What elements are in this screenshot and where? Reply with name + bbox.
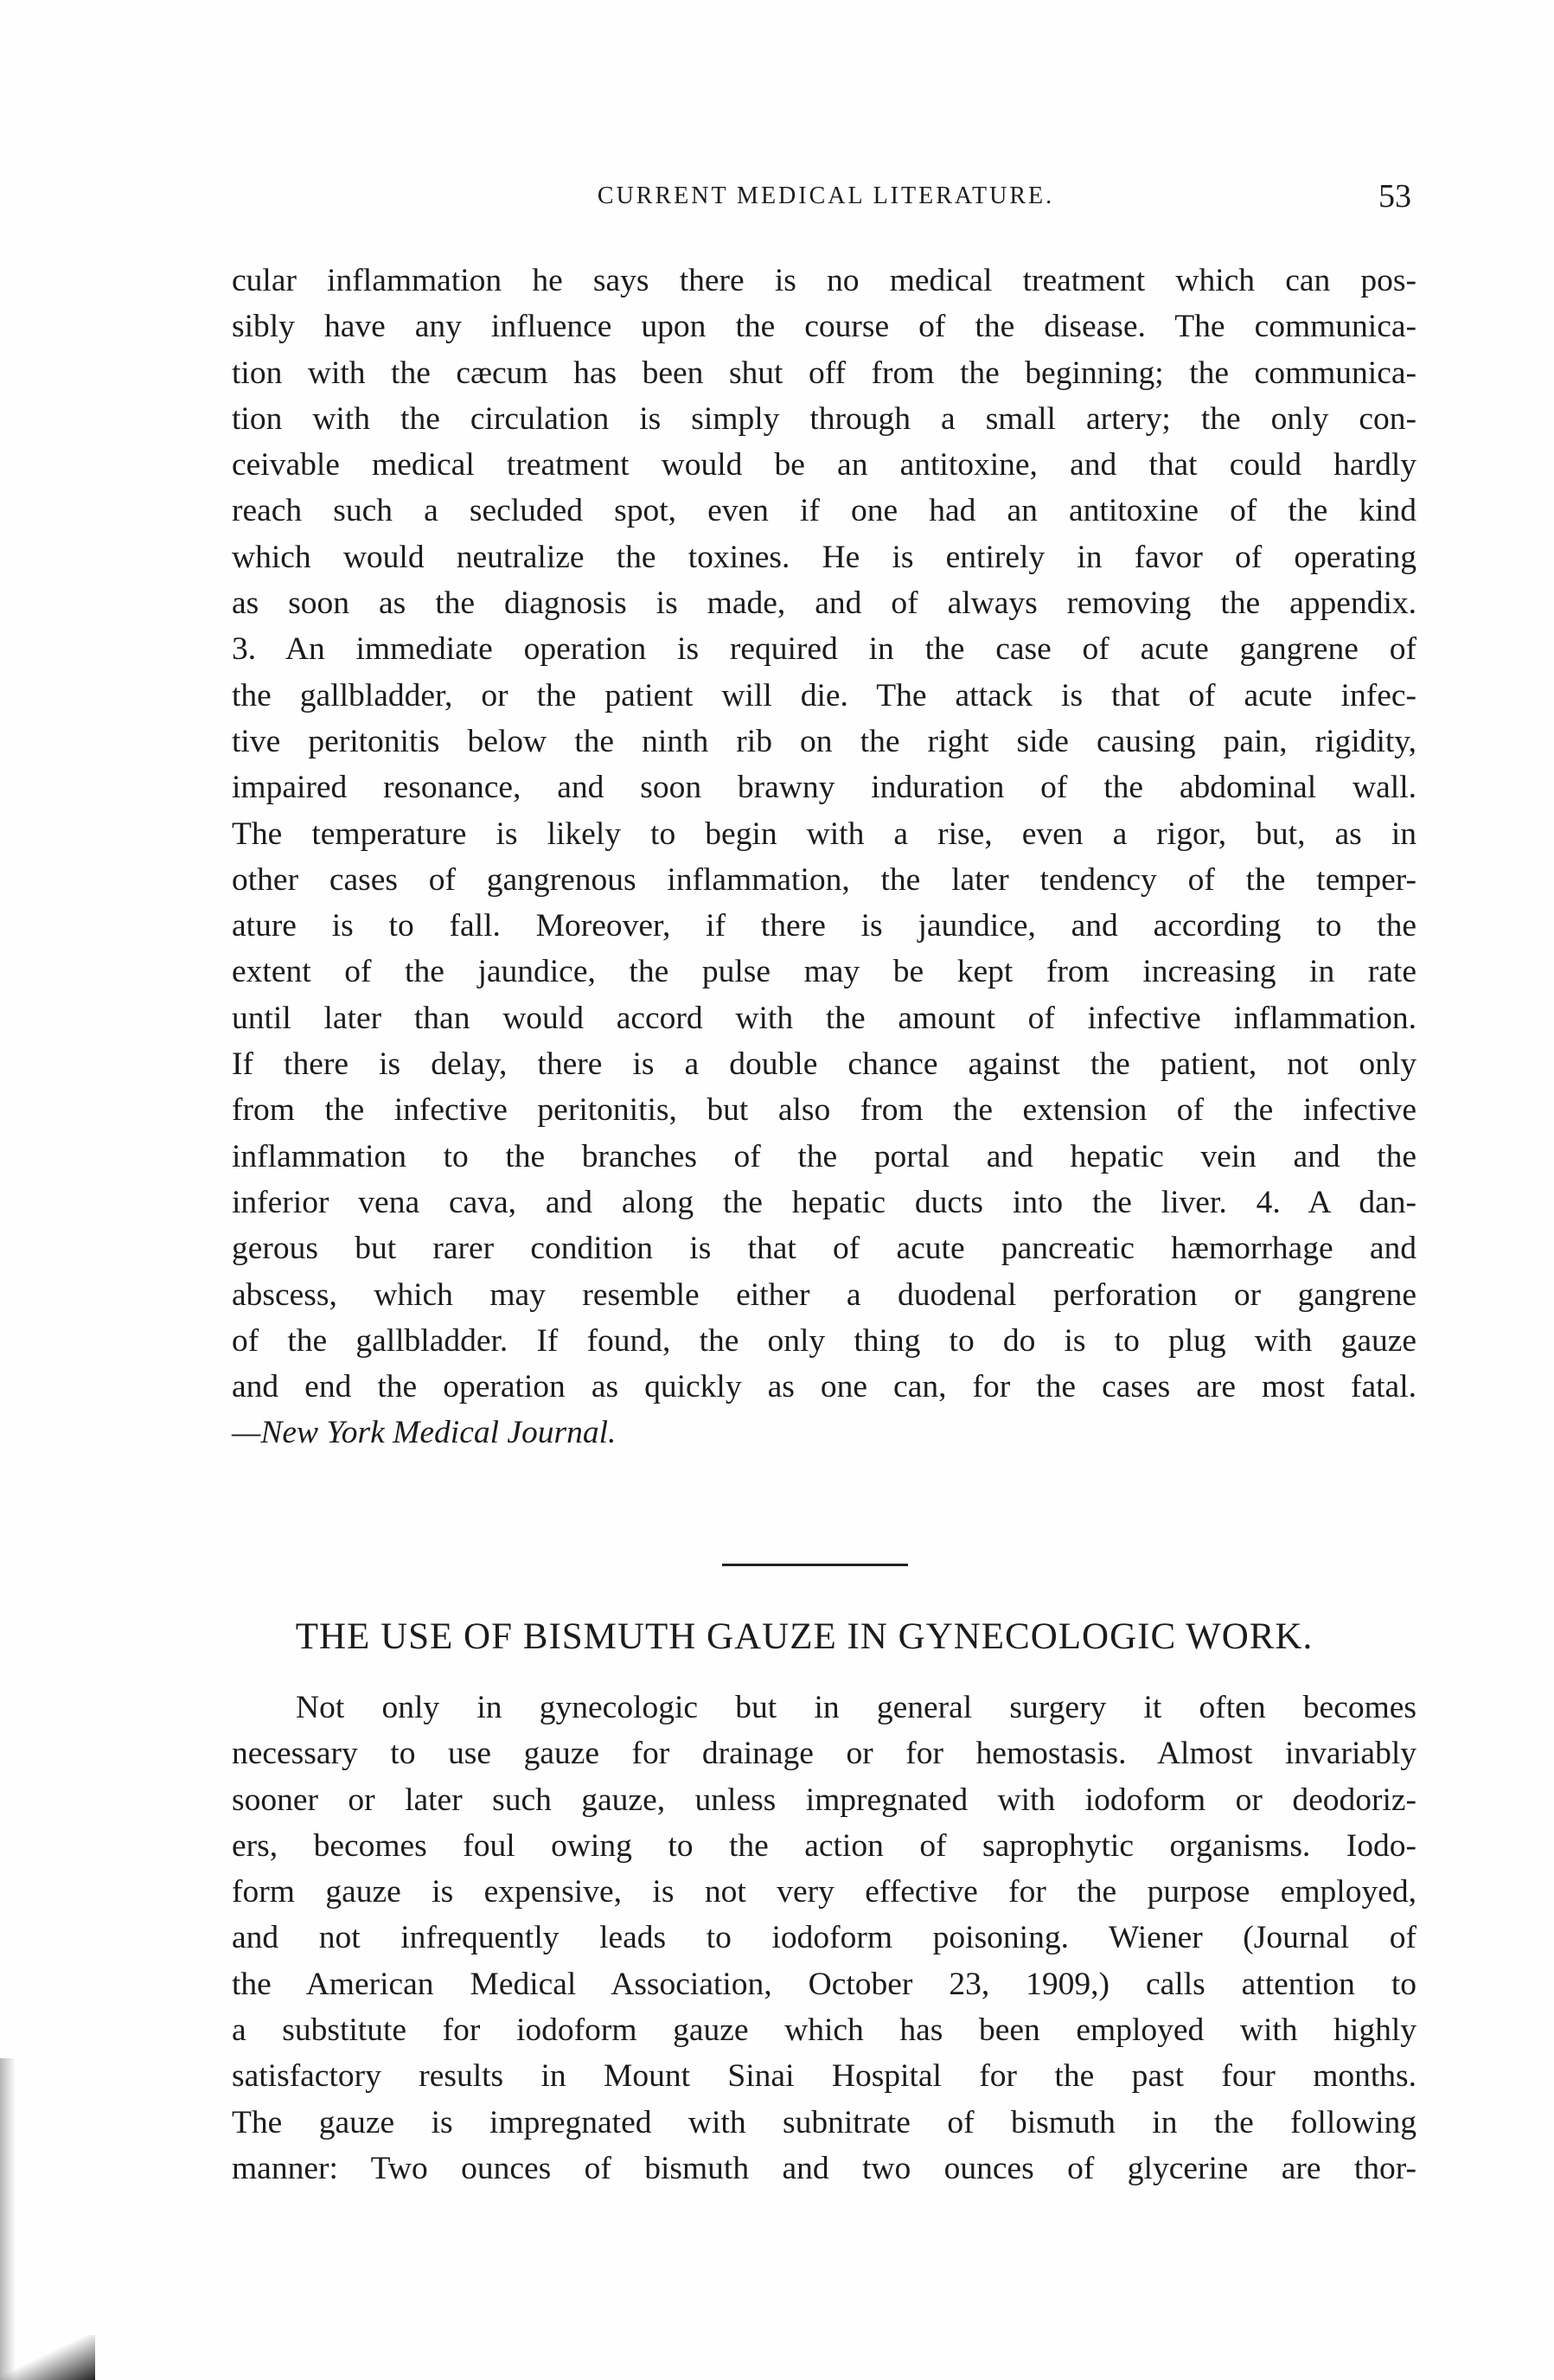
page-number: 53	[1378, 178, 1411, 214]
text-line: extent of the jaundice, the pulse may be kept from increasing in rate	[232, 954, 1417, 990]
text-line: ers, becomes foul owing to the action of saprophytic organisms. Iodo-	[232, 1827, 1417, 1864]
running-title: CURRENT MEDICAL LITERATURE.	[597, 182, 1055, 209]
section-heading: THE USE OF BISMUTH GAUZE IN GYNECOLOGIC WORK.	[295, 1616, 1314, 1657]
text-line: form gauze is expensive, is not very effective for the purpose employed,	[232, 1874, 1417, 1910]
text-line: sibly have any influence upon the course of the disease. The communica-	[232, 309, 1417, 345]
text-line: tive peritonitis below the ninth rib on the right side causing pain, rigidity,	[232, 723, 1417, 759]
text-line: If there is delay, there is a double chance against the patient, not only	[232, 1046, 1417, 1083]
text-line: reach such a secluded spot, even if one had an antitoxine of the kind	[232, 493, 1417, 529]
text-line: and not infrequently leads to iodoform poisoning. Wiener (Journal of	[232, 1920, 1417, 1956]
text-line: The gauze is impregnated with subnitrate of bismuth in the following	[232, 2104, 1417, 2140]
text-line: necessary to use gauze for drainage or for hemostasis. Almost invariably	[232, 1736, 1417, 1772]
text-line: until later than would accord with the amount of infective inflammation.	[232, 1000, 1417, 1036]
article-continuation	[232, 258, 1417, 1456]
text-line: sooner or later such gauze, unless impregnated with iodoform or deodoriz-	[232, 1782, 1417, 1818]
scan-corner-shadow	[0, 2335, 95, 2380]
text-line: of the gallbladder. If found, the only thing to do is to plug with gauze	[232, 1322, 1417, 1359]
text-line: tion with the circulation is simply through a small artery; the only con-	[232, 400, 1417, 437]
text-line: cular inflammation he says there is no medical treatment which can pos-	[232, 263, 1417, 298]
article-body	[232, 1685, 1417, 2191]
article-source: —New York Medical Journal.	[232, 1415, 617, 1451]
text-line: and end the operation as quickly as one can, for the cases are most fatal.	[232, 1369, 1417, 1405]
text-line: satisfactory results in Mount Sinai Hospital for the past four months.	[232, 2058, 1417, 2095]
text-line: inflammation to the branches of the portal and hepatic vein and the	[232, 1138, 1417, 1174]
section-divider	[722, 1564, 908, 1566]
text-line: gerous but rarer condition is that of acute pancreatic hæmorrhage and	[232, 1231, 1417, 1267]
running-head	[233, 177, 1418, 226]
text-line: The temperature is likely to begin with a rise, even a rigor, but, as in	[232, 816, 1417, 852]
text-line: a substitute for iodoform gauze which has been employed with highly	[232, 2012, 1417, 2049]
text-line: impaired resonance, and soon brawny induration of the abdominal wall.	[232, 770, 1417, 806]
text-line: from the infective peritonitis, but also from the extension of the infective	[232, 1092, 1417, 1129]
text-line: which would neutralize the toxines. He is entirely in favor of operating	[232, 539, 1417, 575]
text-line: 3. An immediate operation is required in the case of acute gangrene of	[232, 631, 1417, 668]
text-line: ceivable medical treatment would be an antitoxine, and that could hardly	[232, 447, 1417, 483]
text-line: other cases of gangrenous inflammation, the later tendency of the temper-	[232, 861, 1417, 898]
text-line: Not only in gynecologic but in general surgery it often becomes	[296, 1690, 1417, 1725]
text-line: the gallbladder, or the patient will die. The attack is that of acute infec-	[232, 677, 1417, 713]
text-line: as soon as the diagnosis is made, and of always removing the appendix.	[232, 585, 1417, 622]
scan-edge-shadow	[0, 2058, 16, 2380]
text-line: the American Medical Association, October 23, 1909,) calls attention to	[232, 1966, 1417, 2002]
text-line: tion with the cæcum has been shut off from the beginning; the communica-	[232, 355, 1417, 391]
text-line: ature is to fall. Moreover, if there is jaundice, and according to the	[232, 908, 1417, 944]
text-line: manner: Two ounces of bismuth and two ounces of glycerine are thor-	[232, 2150, 1417, 2186]
text-line: inferior vena cava, and along the hepatic ducts into the liver. 4. A dan-	[232, 1184, 1417, 1220]
text-line: abscess, which may resemble either a duodenal perforation or gangrene	[232, 1276, 1417, 1313]
